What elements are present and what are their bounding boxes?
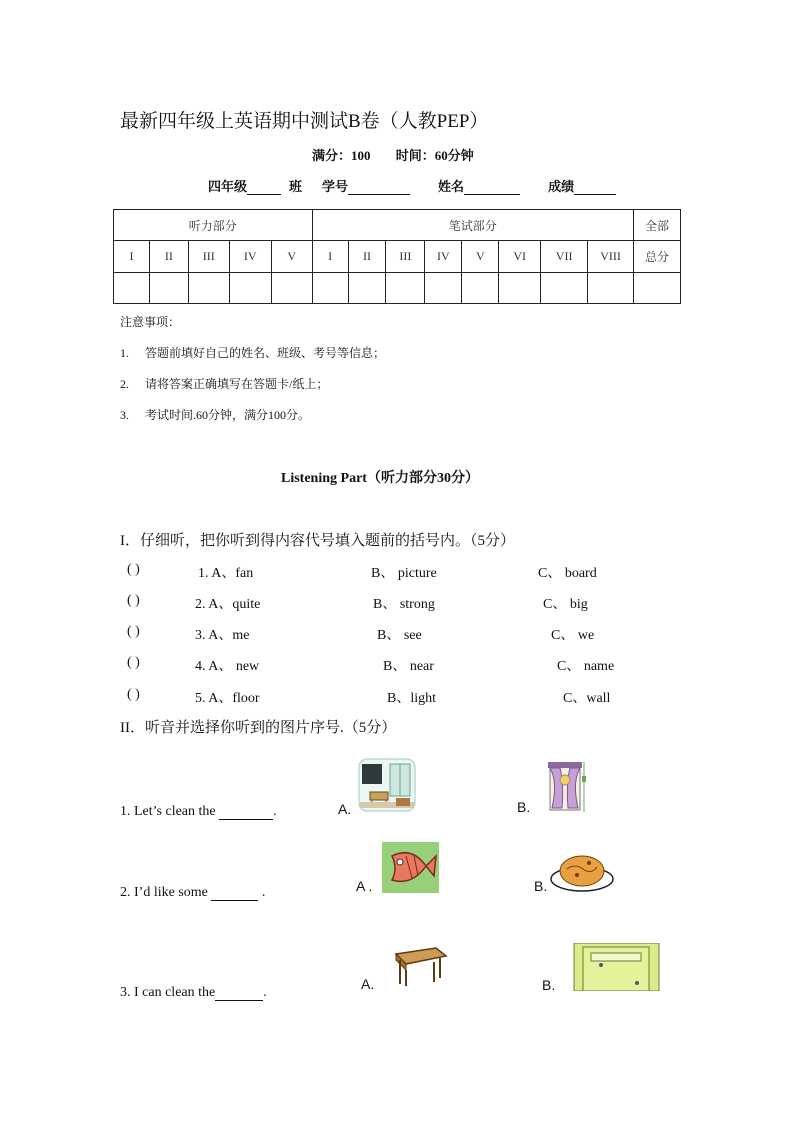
door-picture[interactable] [573,943,660,991]
score-cell[interactable] [312,273,348,304]
option-a: 1. A、fan [198,566,254,581]
written-col: III [386,241,425,273]
all-header: 全部 [634,210,681,241]
option-a: 4. A、 new [195,659,260,674]
written-col: I [312,241,348,273]
answer-blank[interactable] [211,885,258,901]
rice-plate-picture[interactable] [549,849,615,893]
option-b: B、 strong [373,597,435,612]
option-a: 5. A、floor [195,691,260,706]
picture-question-1: 1. Let’s clean the . [120,804,277,819]
score-cell[interactable] [149,273,188,304]
answer-bracket[interactable]: ( ) [127,655,140,670]
listening-col: I [114,241,150,273]
listening-header: 听力部分 [114,210,313,241]
score-cell[interactable] [588,273,634,304]
written-col: VI [499,241,541,273]
listening-col: II [149,241,188,273]
part2-title: II．听音并选择你听到的图片序号.（5分） [120,720,397,736]
option-c: C、 board [538,566,597,581]
option-b-label[interactable]: B. [517,799,531,815]
score-cell[interactable] [114,273,150,304]
listening-col: IV [229,241,271,273]
classroom-picture[interactable] [358,758,416,812]
part1-title: I．仔细听，把你听到得内容代号填入题前的括号内。（5分） [120,533,515,549]
note-item: 3. 考试时间.60分钟，满分100分。 [120,408,311,422]
score-table [113,209,681,304]
page-title: 最新四年级上英语期中测试B卷（人教PEP） [120,111,489,132]
written-col: VII [541,241,588,273]
option-b: B、 see [377,628,422,643]
desk-picture[interactable] [392,944,448,988]
option-b: B、light [387,691,437,706]
answer-blank[interactable] [215,985,263,1001]
option-a-label[interactable]: A. [361,976,375,992]
score-label: 成绩 [548,179,575,194]
score-cell[interactable] [499,273,541,304]
option-c: C、wall [563,691,611,706]
option-c: C、 we [551,628,595,643]
picture-question-3: 3. I can clean the . [120,985,267,1000]
name-label: 姓名 [438,179,465,194]
score-cell[interactable] [634,273,681,304]
exam-meta [312,145,496,164]
score-cell[interactable] [188,273,229,304]
student-id-blank[interactable] [348,181,410,195]
option-c: C、 name [557,659,615,674]
option-c: C、 big [543,597,588,612]
answer-blank[interactable] [219,804,273,820]
student-info-line [208,176,638,195]
total-label: 总分 [634,241,681,273]
student-id-label: 学号 [322,179,349,194]
score-cell[interactable] [462,273,499,304]
name-blank[interactable] [464,181,520,195]
option-b: B、 picture [371,566,437,581]
full-score: 满分：100 [312,148,371,163]
written-header: 笔试部分 [312,210,633,241]
written-col: IV [425,241,462,273]
option-a-label[interactable]: A. [338,801,352,817]
written-col: V [462,241,499,273]
option-b-label[interactable]: B. [534,878,548,894]
score-cell[interactable] [386,273,425,304]
option-b: B、 near [383,659,434,674]
note-item: 2. 请将答案正确填写在答题卡/纸上； [120,377,329,391]
score-cell[interactable] [229,273,271,304]
written-col: II [348,241,386,273]
exam-time: 时间：60分钟 [395,148,474,163]
score-cell[interactable] [348,273,386,304]
class-label: 班 [289,179,303,194]
score-blank[interactable] [574,181,616,195]
grade-label: 四年级 [208,179,248,194]
fish-picture[interactable] [382,842,439,893]
score-cell[interactable] [425,273,462,304]
answer-bracket[interactable]: ( ) [127,687,140,702]
score-cell[interactable] [541,273,588,304]
option-b-label[interactable]: B. [542,977,556,993]
option-a: 3. A、me [195,628,250,643]
note-item: 1. 答题前填好自己的姓名、班级、考号等信息； [120,346,386,360]
notes-title: 注意事项： [120,315,181,329]
listening-section-title: Listening Part（听力部分30分） [281,471,479,486]
listening-col: V [271,241,312,273]
answer-bracket[interactable]: ( ) [127,624,140,639]
picture-question-2: 2. I’d like some . [120,885,266,900]
score-cell[interactable] [271,273,312,304]
class-blank[interactable] [247,181,281,195]
window-curtain-picture[interactable] [544,758,590,814]
written-col: VIII [588,241,634,273]
answer-bracket[interactable]: ( ) [127,562,140,577]
option-a: 2. A、quite [195,597,261,612]
option-a-label[interactable]: A . [356,878,373,894]
listening-col: III [188,241,229,273]
answer-bracket[interactable]: ( ) [127,593,140,608]
